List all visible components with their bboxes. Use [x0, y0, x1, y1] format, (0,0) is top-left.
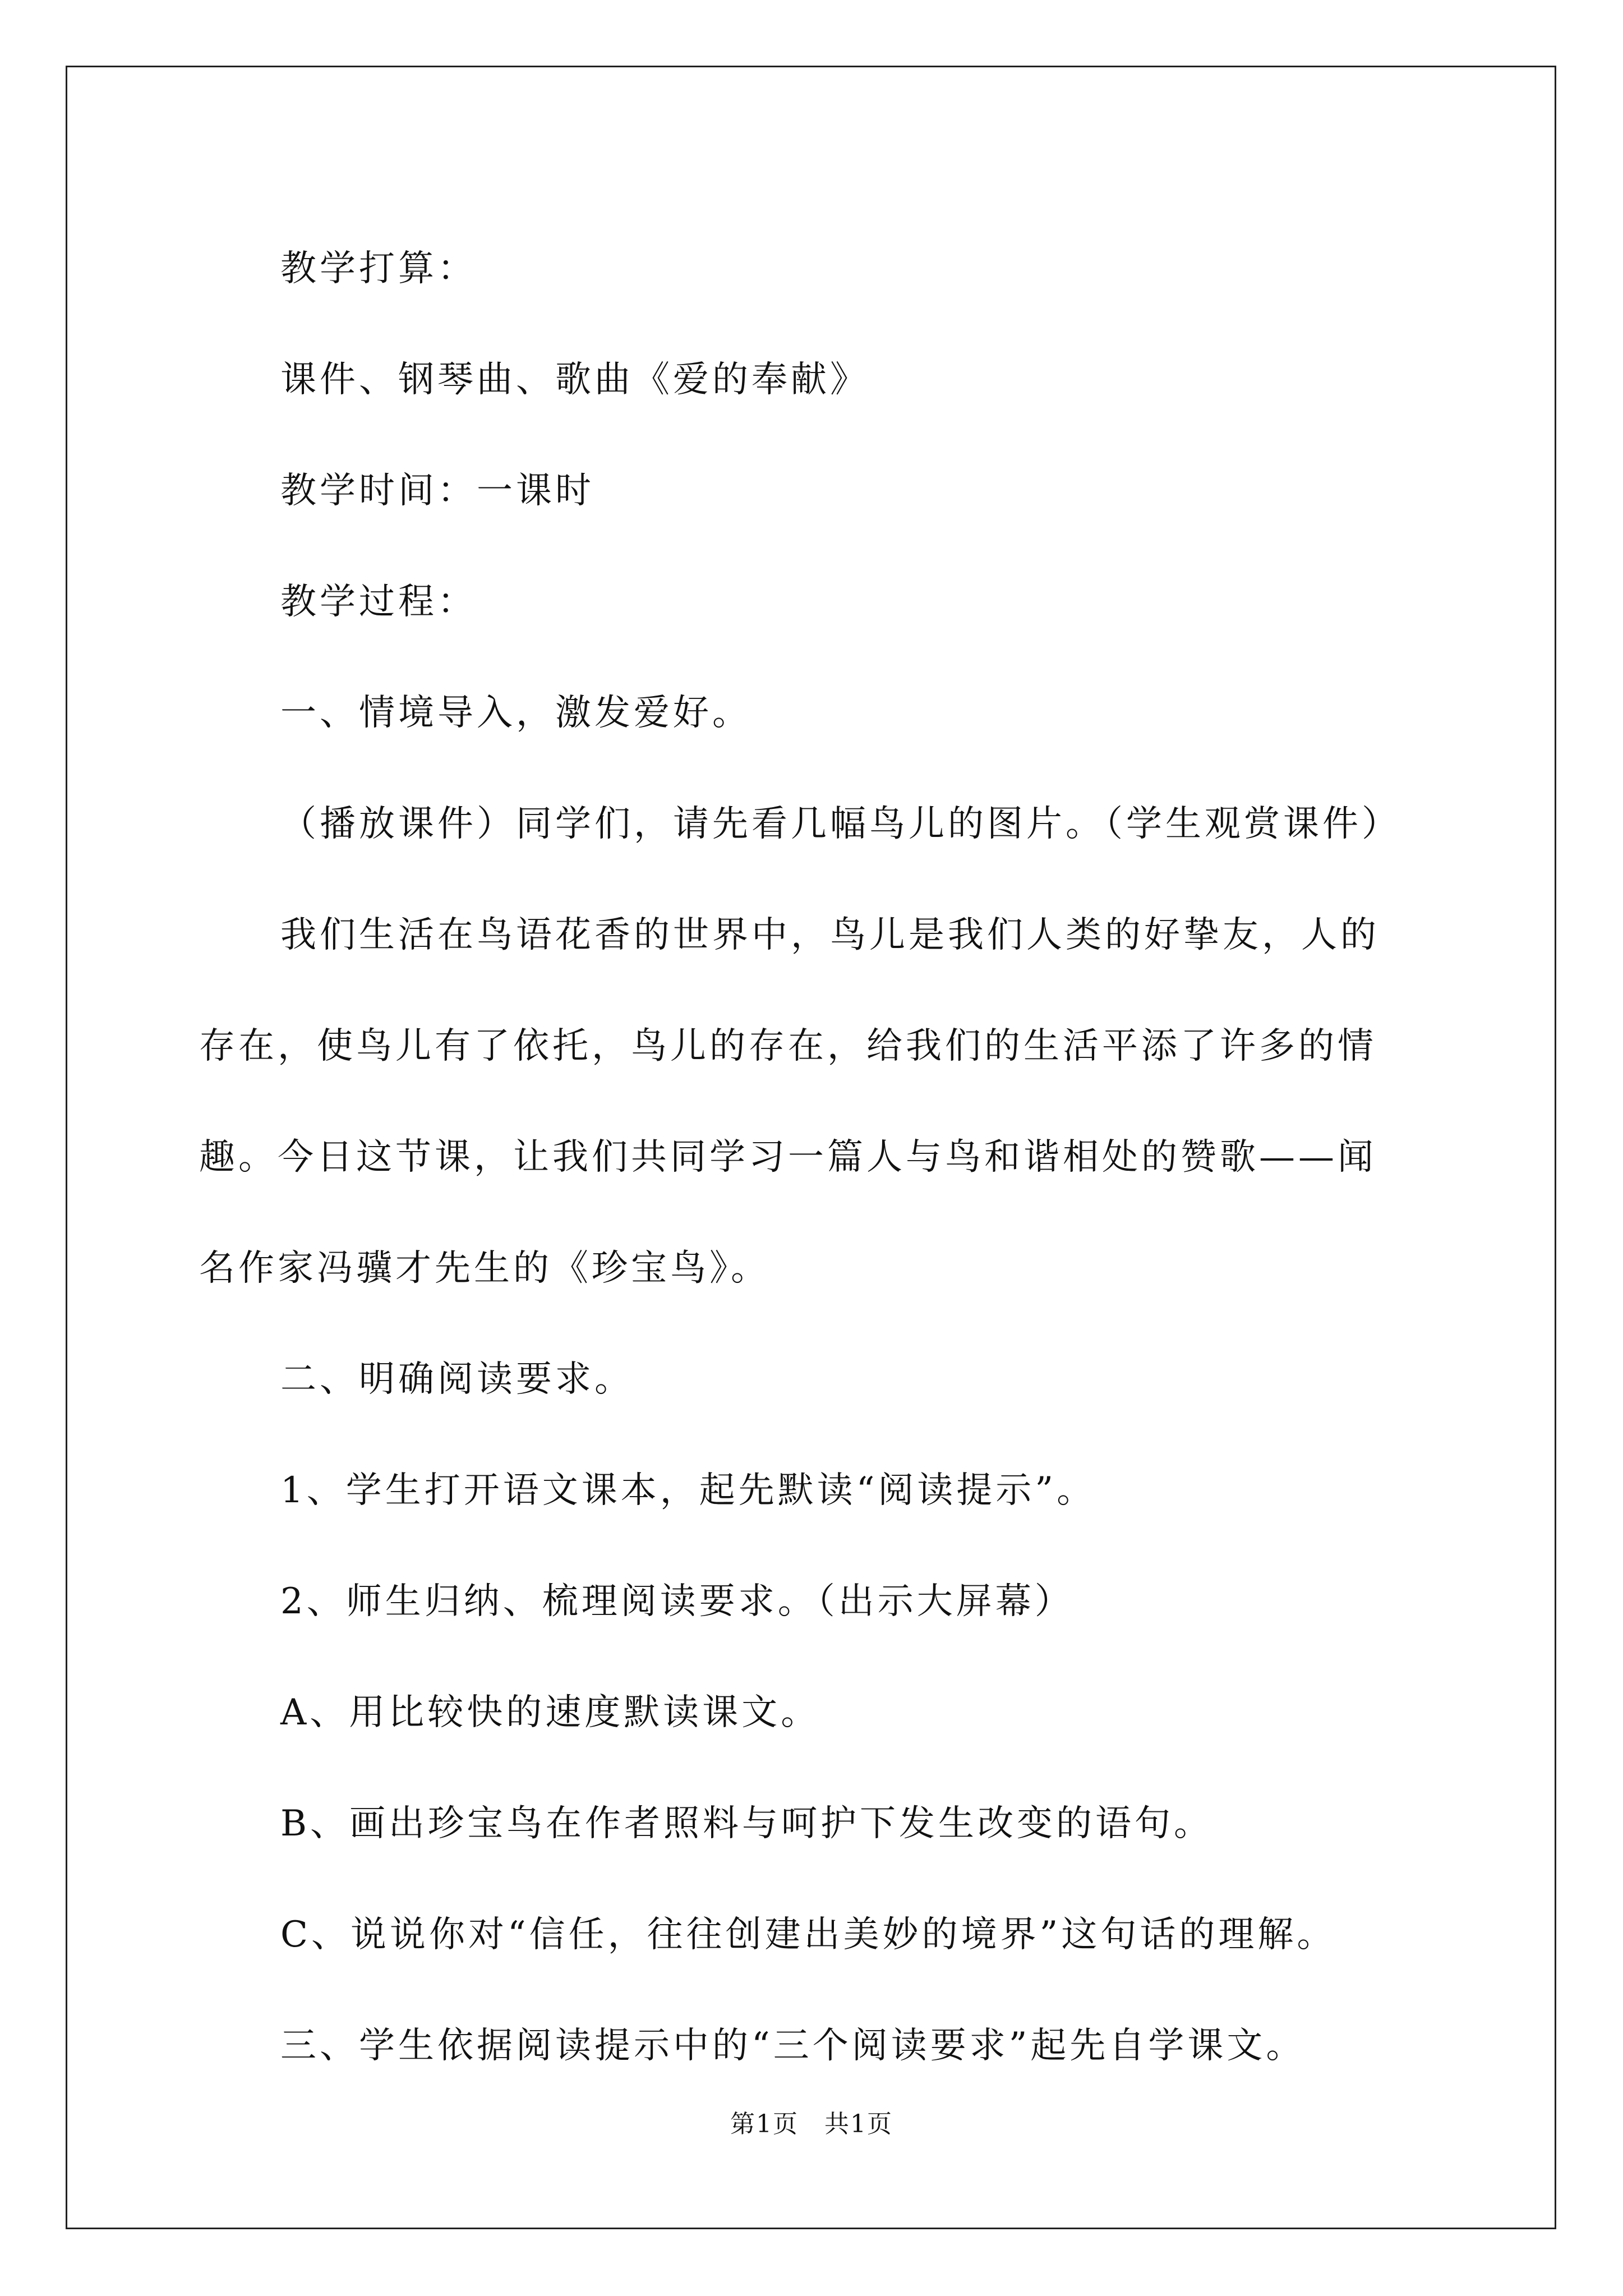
document-body	[199, 213, 1433, 2101]
intro-line: 我们生活在鸟语花香的世界中，鸟儿是我们人类的好挚友，人的	[280, 914, 1380, 956]
intro-line: 趣。今日这节课，让我们共同学习一篇人与鸟和谐相处的赞歌——闻	[199, 1137, 1377, 1178]
page-number-footer: 第1页 共1页	[730, 2110, 893, 2138]
step-one: 1、学生打开语文课本，起先默读“阅读提示”。	[280, 1470, 1096, 1511]
requirement-a: A、用比较快的速度默读课文。	[280, 1692, 820, 1733]
section-one-heading: 一、情境导入，激发爱好。	[280, 692, 751, 734]
step-two: 2、师生归纳、梳理阅读要求。（出示大屏幕）	[280, 1581, 1074, 1622]
section-three-heading: 三、学生依据阅读提示中的“三个阅读要求”起先自学课文。	[280, 2025, 1306, 2067]
prep-heading: 教学打算：	[280, 248, 477, 289]
courseware-paragraph: （播放课件）同学们，请先看几幅鸟儿的图片。（学生观赏课件）	[280, 803, 1401, 845]
intro-line: 名作家冯骥才先生的《珍宝鸟》。	[199, 1248, 770, 1289]
requirement-b: B、画出珍宝鸟在作者照料与呵护下发生改变的语句。	[280, 1803, 1214, 1844]
intro-line: 存在，使鸟儿有了依托，鸟儿的存在，给我们的生活平添了许多的情	[199, 1025, 1377, 1067]
section-two-heading: 二、明确阅读要求。	[280, 1359, 634, 1400]
requirement-c: C、说说你对“信任，往往创建出美妙的境界”这句话的理解。	[280, 1914, 1336, 1955]
prep-materials: 课件、钢琴曲、歌曲《爱的奉献》	[280, 359, 869, 401]
process-heading: 教学过程：	[280, 581, 477, 623]
teaching-time: 教学时间：一课时	[280, 470, 594, 512]
intro-paragraph	[199, 880, 1433, 1324]
